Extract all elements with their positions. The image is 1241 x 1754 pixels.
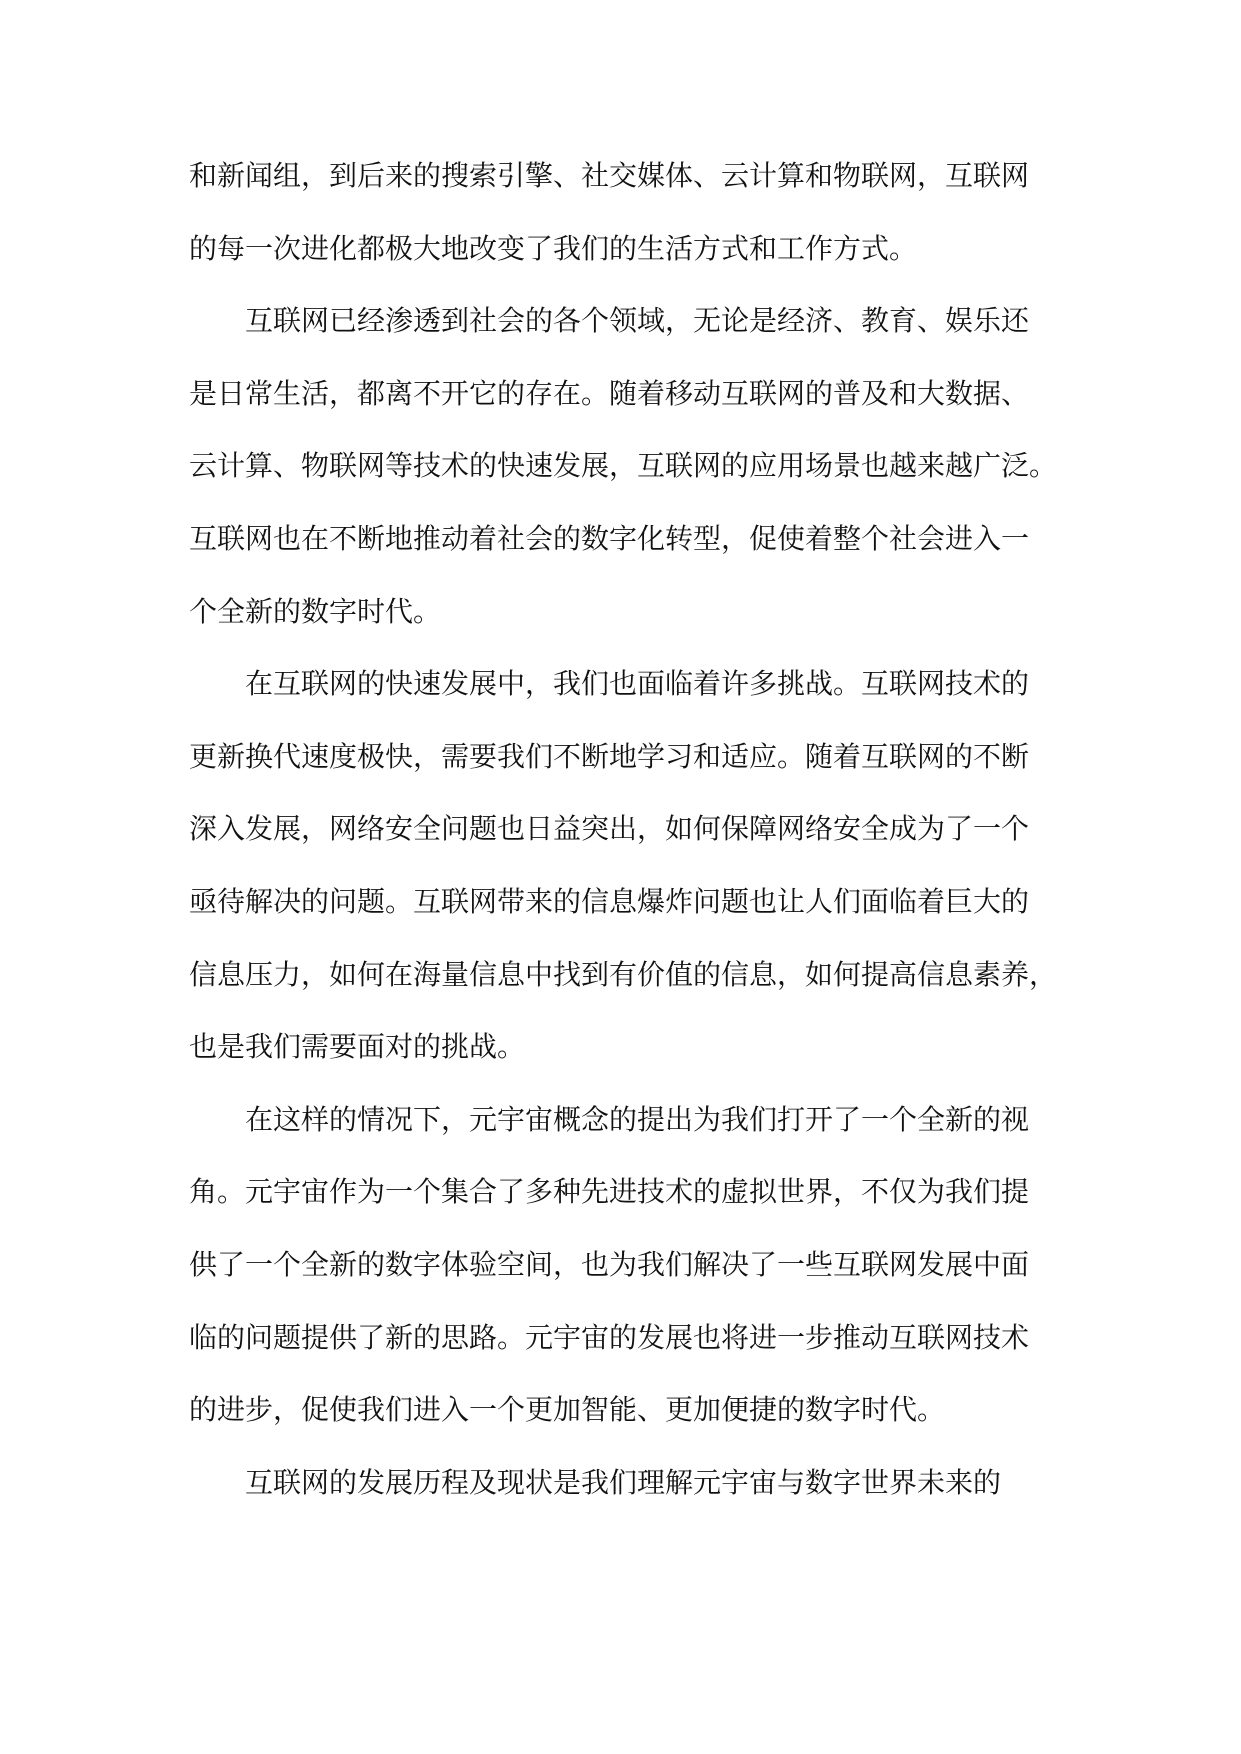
text-line: 也是我们需要面对的挑战。: [189, 1030, 526, 1064]
text-line: 的进步，促使我们进入一个更加智能、更加便捷的数字时代。: [189, 1393, 946, 1427]
paragraph-first-line: 在这样的情况下，元宇宙概念的提出为我们打开了一个全新的视: [245, 1102, 1030, 1136]
text-line: 更新换代速度极快，需要我们不断地学习和适应。随着互联网的不断: [189, 739, 1030, 773]
paragraph-first-line: 互联网已经渗透到社会的各个领域，无论是经济、教育、娱乐还: [245, 304, 1030, 338]
text-line: 亟待解决的问题。互联网带来的信息爆炸问题也让人们面临着巨大的: [189, 884, 1030, 918]
paragraph-first-line: 互联网的发展历程及现状是我们理解元宇宙与数字世界未来的: [245, 1465, 1002, 1499]
document-body: [189, 140, 1059, 1519]
text-line: 的每一次进化都极大地改变了我们的生活方式和工作方式。: [189, 231, 918, 265]
text-line: 云计算、物联网等技术的快速发展，互联网的应用场景也越来越广泛。: [189, 449, 1058, 483]
text-line: 互联网也在不断地推动着社会的数字化转型，促使着整个社会进入一: [189, 521, 1030, 555]
text-line: 信息压力，如何在海量信息中找到有价值的信息，如何提高信息素养，: [189, 957, 1058, 991]
text-line: 是日常生活，都离不开它的存在。随着移动互联网的普及和大数据、: [189, 376, 1030, 410]
text-line: 深入发展，网络安全问题也日益突出，如何保障网络安全成为了一个: [189, 812, 1030, 846]
text-line: 个全新的数字时代。: [189, 594, 442, 628]
text-line: 和新闻组，到后来的搜索引擎、社交媒体、云计算和物联网，互联网: [189, 159, 1030, 192]
paragraph-first-line: 在互联网的快速发展中，我们也面临着许多挑战。互联网技术的: [245, 667, 1030, 701]
text-line: 角。元宇宙作为一个集合了多种先进技术的虚拟世界，不仅为我们提: [189, 1175, 1030, 1209]
text-line: 临的问题提供了新的思路。元宇宙的发展也将进一步推动互联网技术: [189, 1320, 1030, 1354]
text-line: 供了一个全新的数字体验空间，也为我们解决了一些互联网发展中面: [189, 1247, 1030, 1281]
